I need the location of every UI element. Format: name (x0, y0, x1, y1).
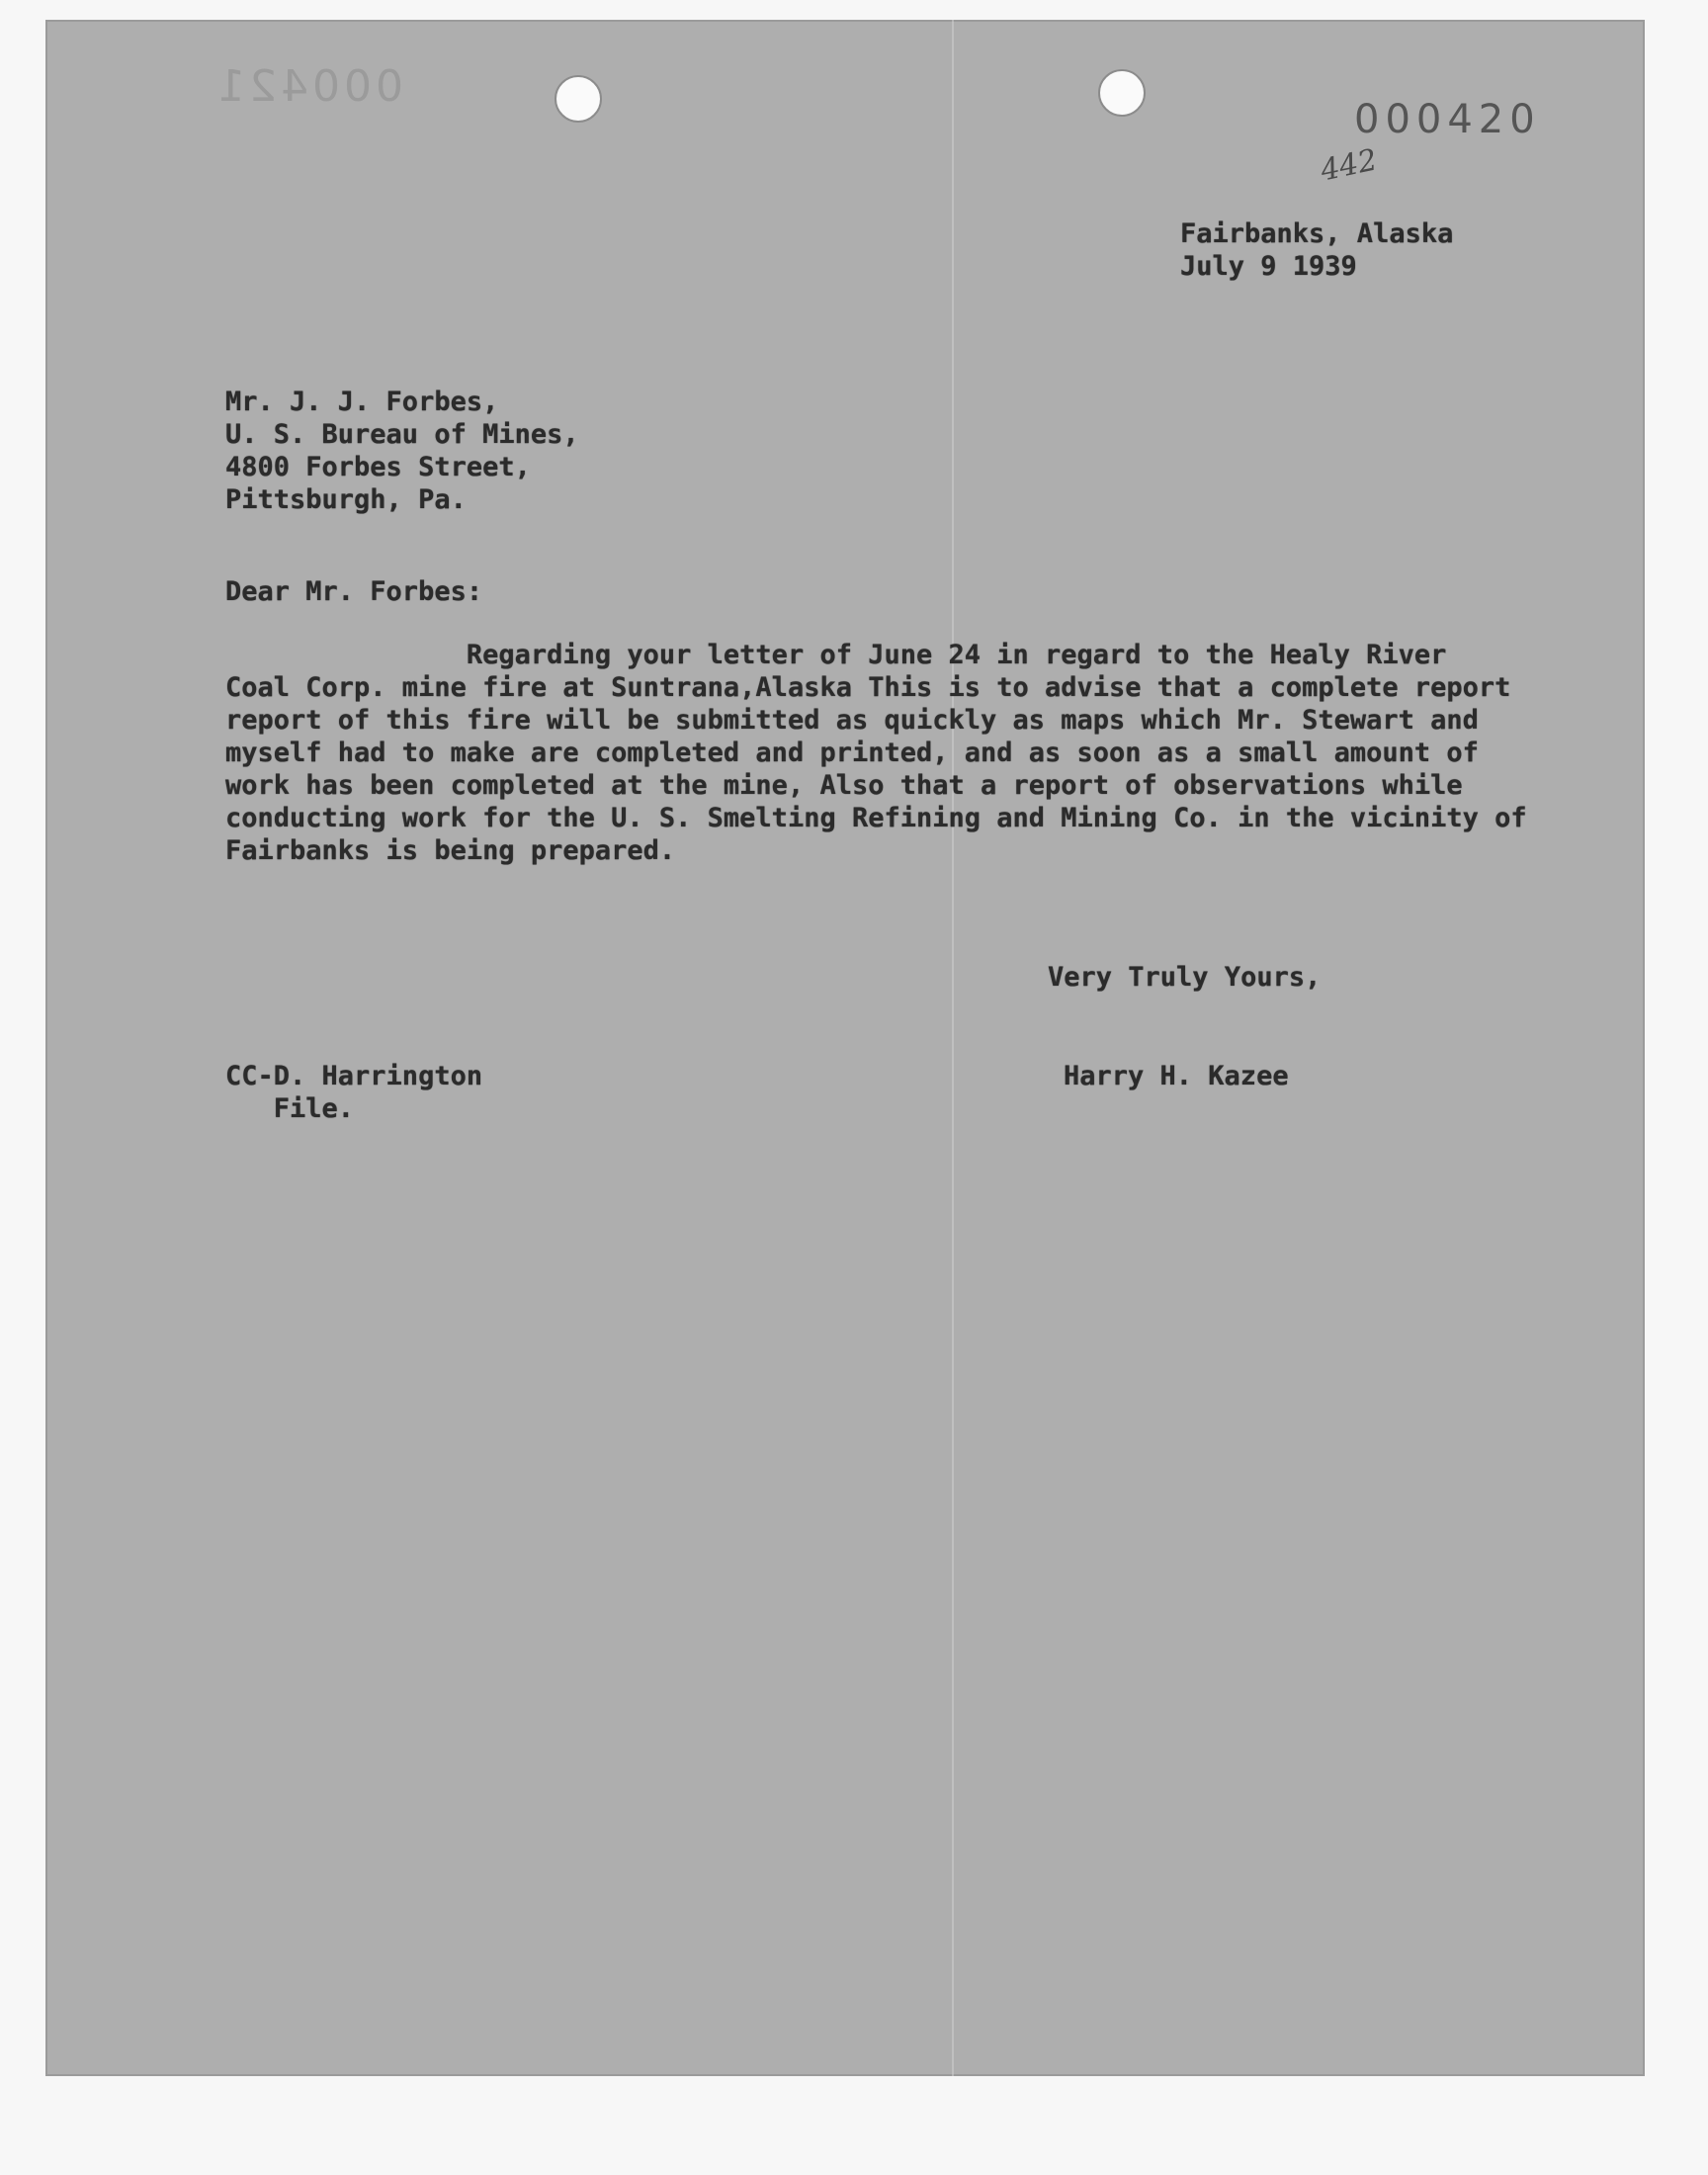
body-line: Fairbanks is being prepared. (225, 835, 676, 866)
cc-line: File. (225, 1093, 355, 1124)
carbon-copy-list (225, 1060, 482, 1125)
punch-hole-left (555, 75, 602, 123)
page-fold (952, 20, 954, 2076)
place: Fairbanks, Alaska (1180, 218, 1454, 249)
recipient-address (225, 386, 579, 516)
letter-body (225, 639, 1527, 867)
body-line: report of this fire will be submitted as quickly as maps which Mr. Stewart and (225, 705, 1479, 736)
body-line: conducting work for the U. S. Smelting Refining and Mining Co. in the vicinity of (225, 803, 1527, 833)
address-line: 4800 Forbes Street, (225, 452, 531, 482)
date: July 9 1939 (1180, 251, 1357, 282)
salutation: Dear Mr. Forbes: (225, 576, 483, 607)
place-and-date (1180, 218, 1453, 283)
cc-line: CC-D. Harrington (225, 1061, 483, 1091)
signature-name: Harry H. Kazee (1064, 1061, 1289, 1091)
address-line: U. S. Bureau of Mines, (225, 419, 579, 450)
punch-hole-right (1098, 69, 1146, 117)
closing: Very Truly Yours, (1048, 962, 1322, 993)
body-line: work has been completed at the mine, Also that a report of observations while (225, 770, 1463, 801)
address-line: Pittsburgh, Pa. (225, 484, 467, 515)
document-page (45, 20, 1645, 2076)
bleed-through-number: 000421 (214, 61, 403, 112)
handwritten-note: 442 (1317, 142, 1381, 189)
address-line: Mr. J. J. Forbes, (225, 387, 499, 417)
body-line: Coal Corp. mine fire at Suntrana,Alaska This is to advise that a complete report (225, 672, 1511, 703)
body-line: Regarding your letter of June 24 in regard to the Healy River (225, 640, 1447, 670)
body-line: myself had to make are completed and printed, and as soon as a small amount of (225, 738, 1479, 768)
document-number-stamp: 000420 (1354, 97, 1541, 142)
